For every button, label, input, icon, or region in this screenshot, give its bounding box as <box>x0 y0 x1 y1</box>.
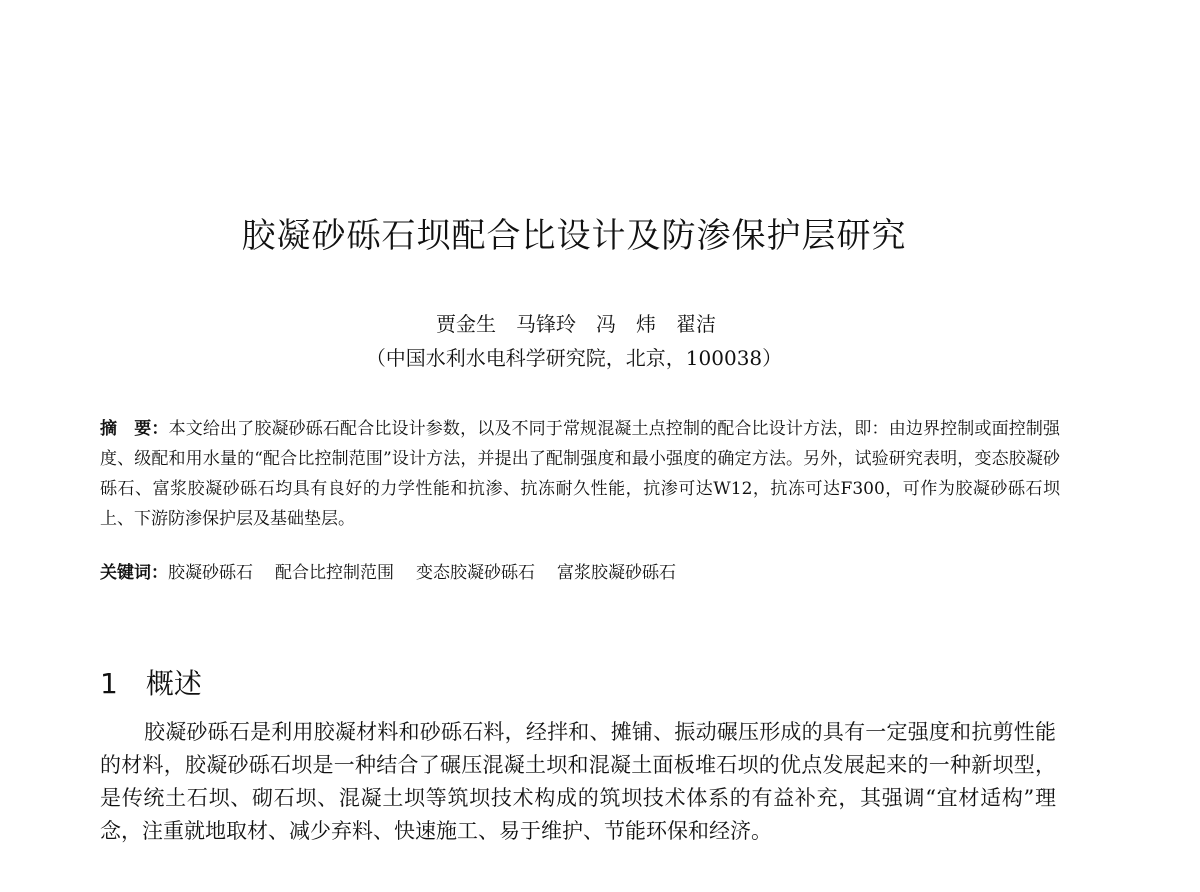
section-number: 1 <box>100 667 118 700</box>
abstract-text: 本文给出了胶凝砂砾石配合比设计参数，以及不同于常规混凝土点控制的配合比设计方法，即：由边界控制或面控制强度、级配和用水量的“配合比控制范围”设计方法，并提出了配制强度和最小强度的确定方法。另外，试验研究表明，变态胶凝砂砾石、富浆胶凝砂砾石均具有良好的力学性能和抗渗、抗冻耐久性能，抗渗可达W12，抗冻可达F300，可作为胶凝砂砾石坝上、下游防渗保护层及基础垫层。 <box>100 419 1061 529</box>
keyword: 变态胶凝砂砾石 <box>416 563 535 583</box>
keywords-label: 关键词： <box>100 563 168 583</box>
keyword: 胶凝砂砾石 <box>168 563 253 583</box>
section-heading <box>100 662 202 702</box>
section-title: 概述 <box>145 667 202 700</box>
keywords <box>100 558 1060 583</box>
abstract <box>100 414 1060 534</box>
body-paragraph: 胶凝砂砾石是利用胶凝材料和砂砾石料，经拌和、摊铺、振动碾压形成的具有一定强度和抗剪性能的材料，胶凝砂砾石坝是一种结合了碾压混凝土坝和混凝土面板堆石坝的优点发展起来的一种新坝型，是传统土石坝、砌石坝、混凝土坝等筑坝技术构成的筑坝技术体系的有益补充，其强调“宜材适构”理念，注重就地取材、减少弃料、快速施工、易于维护、节能环保和经济。 <box>100 720 1056 843</box>
author-list: 贾金生 马锋玲 冯 炜 翟洁 <box>436 312 716 336</box>
abstract-label: 摘 要： <box>100 419 169 439</box>
keyword: 配合比控制范围 <box>275 563 394 583</box>
keyword: 富浆胶凝砂砾石 <box>557 563 676 583</box>
paper-title: 胶凝砂砾石坝配合比设计及防渗保护层研究 <box>241 216 907 256</box>
affiliation: （中国水利水电科学研究院，北京，100038） <box>365 346 783 370</box>
